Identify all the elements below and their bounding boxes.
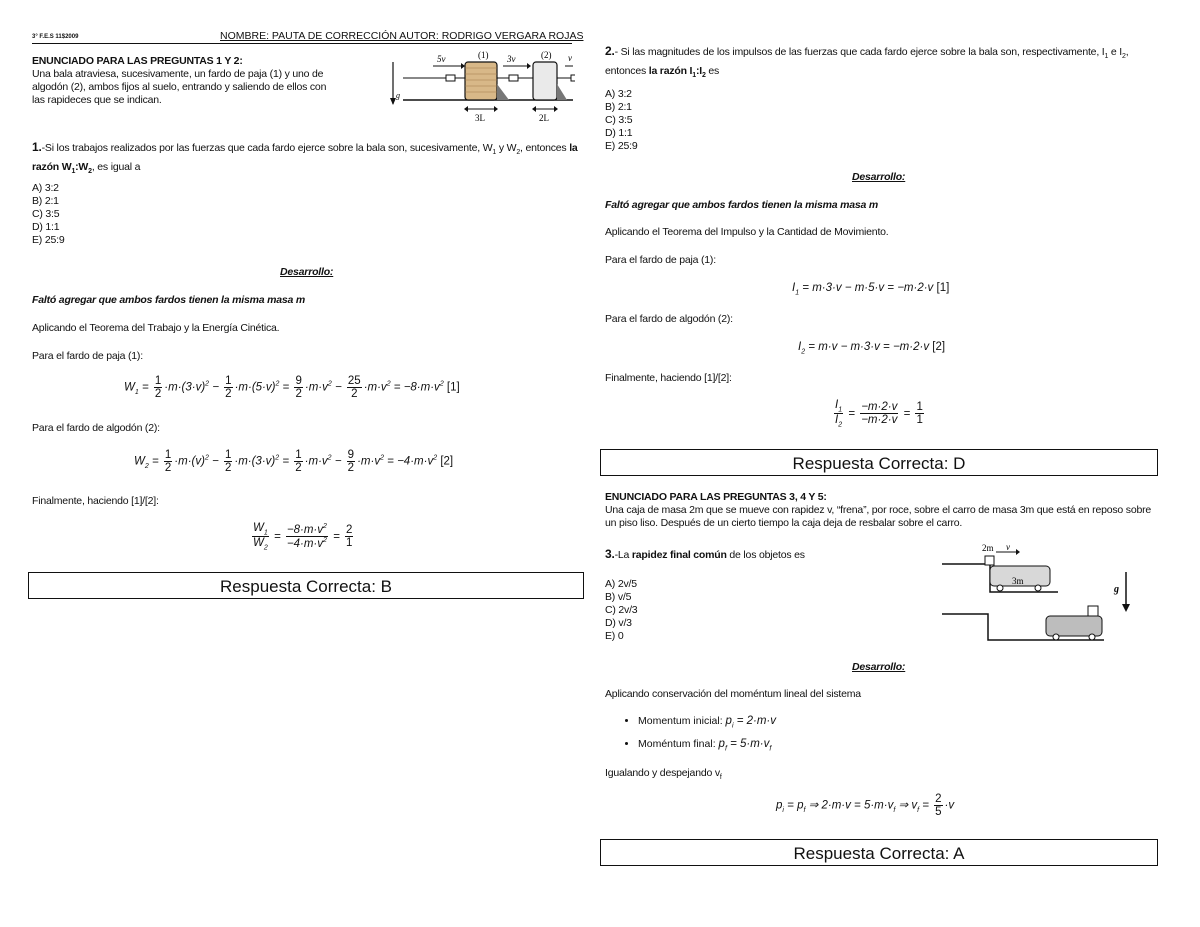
question-1 [32,140,582,179]
method-text-3: Aplicando conservación del moméntum lineal del sistema [605,688,861,700]
v-out-label: v [568,53,572,63]
q1-option-e: E) 25:9 [32,234,65,246]
box-cart-figure [940,540,1140,645]
equation-w1: $W_1$ = $\frac{1}{2}$ $\cdot m\cdot(3\cdot v)^2$ − $\frac{1}{2}$ $\cdot m\cdot(5\cdot v)^2$ = $\frac{9}{2}$ $\cdot m\cdot v^2$ − $\frac{25}{2}$ $\cdot m\cdot v^2 = -8\cdot m\cdot v^2$ [1] [124,375,460,400]
enunciado-text: Una bala atraviesa, sucesivamente, un fardo de paja (1) y uno de algodón (2), ambos fijos al suelo, entrando y saliendo de ellos con las rapideces que se indican. [32,68,327,106]
enunciado-title: ENUNCIADO PARA LAS PREGUNTAS 1 Y 2: [32,55,243,67]
q2-option-a: A) 3:2 [605,88,632,100]
momentum-initial-item: • Momentum inicial: $p_i = 2\cdot m\cdot v$ [638,712,776,735]
q3-text-a: -La [614,549,632,561]
method-text-2: Aplicando el Teorema del Impulso y la Cantidad de Movimiento. [605,226,889,238]
q1-bold-c: 1 [71,168,76,176]
q3-option-c: C) 2v/3 [605,604,638,616]
igualando-text: Igualando y despejando $v_f$ [605,767,722,782]
g-label-1: g [396,91,400,100]
momentum-final-item: • Moméntum final: $p_f = 5\cdot m\cdot v_f$ [638,735,776,758]
course-code: 3° F.E.S 11$2009 [32,34,79,40]
q2-bold-b: :I [695,65,702,78]
q2-option-e: E) 25:9 [605,140,638,152]
q2-text-b: e I [1108,46,1122,58]
q2-bold: la razón I [648,65,693,78]
v-in-label: 5v [437,54,446,64]
q3-option-b: B) v/5 [605,591,632,603]
q2-sub2: 2 [1121,53,1126,61]
q1-option-a: A) 3:2 [32,182,59,194]
q2-option-b: B) 2:1 [605,101,632,113]
q3-bold: rapidez final común [631,549,727,561]
q2-text-c: , entonces [605,46,1129,78]
equation-ratio-w: $\frac{W_1}{W_2}$ = $\frac{-8\cdot m\cdot v^2}{-4\cdot m\cdot v^2}$ = $\frac{2}{1}$ [253,522,353,552]
enunciado-title-2: ENUNCIADO PARA LAS PREGUNTAS 3, 4 Y 5: [605,491,827,503]
q1-number: 1. [32,140,42,154]
momentum-list [622,712,776,759]
enunciado-text-2: Una caja de masa 2m que se mueve con rapidez v, “frena”, por roce, sobre el carro de masa 3m que está en reposo sobre un piso liso. Después de un cierto tiempo la caja deja de resbalar sobre el carro. [605,504,1152,529]
q2-bold-sub1: 1 [692,72,696,80]
q3-option-e: E) 0 [605,630,624,642]
eq-tag-2: [2] [440,455,454,468]
fardo1-label: Para el fardo de paja (1): [32,350,143,362]
equation-i1: $I_1 = m\cdot 3\cdot v - m\cdot 5\cdot v = -m\cdot 2\cdot v$ [1] [792,282,950,297]
answer-box-2: Respuesta Correcta: D [600,449,1158,476]
equation-i2: $I_2 = m\cdot v - m\cdot 3\cdot v = -m\cdot 2\cdot v$ [2] [798,341,946,356]
q2-text-d: es [705,65,720,78]
bullet-bales-figure [385,48,575,124]
question-2 [605,44,1157,83]
bale1-label: (1) [478,50,489,60]
cart-mass-label: 3m [1012,576,1024,586]
q3-option-d: D) v/3 [605,617,632,629]
q1-bold-b: razón W [32,161,72,174]
answer-box-3: Respuesta Correcta: A [600,839,1158,866]
q3-option-a: A) 2v/5 [605,578,637,590]
q2-sub1: 1 [1104,53,1109,61]
header-rule [32,43,572,44]
q1-bold-a: la [569,142,578,154]
q1-bold-d: :W [75,161,89,174]
q2-number: 2. [605,44,615,58]
finalmente-2: Finalmente, haciendo [1]/[2]: [605,372,732,384]
fardo1-label-2: Para el fardo de paja (1): [605,254,716,266]
equation-ratio-i: $\frac{I_1}{I_2}$ = $\frac{-m\cdot 2\cdot v}{-m\cdot 2\cdot v}$ = $\frac{1}{1}$ [835,399,923,429]
q2-options [605,88,637,153]
note-same-mass-2: Faltó agregar que ambos fardos tienen la misma masa m [605,199,878,211]
desarrollo-heading-1: Desarrollo: [280,266,334,278]
eq-tag-i1: [1] [936,282,950,294]
fardo2-label-2: Para el fardo de algodón (2): [605,313,733,325]
q1-text-c: , entonces [520,142,570,154]
g-label-2: g [1114,584,1119,595]
eq-tag-1: [1] [446,381,460,394]
len1-label: 3L [475,113,485,123]
fardo2-label: Para el fardo de algodón (2): [32,422,160,434]
note-same-mass-1: Faltó agregar que ambos fardos tienen la misma masa m [32,294,305,306]
q2-option-d: D) 1:1 [605,127,633,139]
finalmente-1: Finalmente, haciendo [1]/[2]: [32,495,159,507]
q1-text-a: -Si los trabajos realizados por las fuerzas que cada fardo ejerce sobre la bala son, sucesivamente, W [41,142,493,154]
equation-w2: $W_2$ = $\frac{1}{2}$ $\cdot m\cdot(v)^2$ − $\frac{1}{2}$ $\cdot m\cdot(3\cdot v)^2$ = $\frac{1}{2}$ $\cdot m\cdot v^2$ − $\frac{9}{2}$ $\cdot m\cdot v^2 = -4\cdot m\cdot v^2$ [2] [134,449,454,474]
q1-option-b: B) 2:1 [32,195,59,207]
desarrollo-heading-2: Desarrollo: [852,171,906,183]
q1-options [32,182,64,247]
q2-bold-sub2: 2 [701,72,706,80]
q3-options [605,578,637,643]
v-mid-label: 3v [507,54,516,64]
answer-box-1: Respuesta Correcta: B [28,572,584,599]
page-header-title: NOMBRE: PAUTA DE CORRECCIÓN AUTOR: RODRIGO VERGARA ROJAS [220,30,584,42]
q1-option-c: C) 3:5 [32,208,60,220]
method-text-1: Aplicando el Teorema del Trabajo y la Energía Cinética. [32,322,280,334]
q1-text-b: y W [496,142,517,154]
eq-tag-i2: [2] [932,341,946,353]
question-3 [605,548,805,562]
equation-vf: $p_i = p_f$ ⇒ $2\cdot m\cdot v = 5\cdot m\cdot v_f$ ⇒ $v_f$ = $\frac{2}{5}$ ·v [776,793,955,818]
bale2-label: (2) [541,50,552,60]
desarrollo-heading-3: Desarrollo: [852,661,906,673]
len2-label: 2L [539,113,549,123]
q2-text: - Si las magnitudes de los impulsos de las fuerzas que cada fardo ejerce sobre la bala son, respectivamente, I [614,46,1105,58]
q1-option-d: D) 1:1 [32,221,60,233]
q1-sub2: 2 [516,149,521,157]
q3-number: 3. [605,547,615,561]
q1-text-d: , es igual a [91,161,141,174]
q3-text-b: de los objetos es [726,549,805,561]
box-v-label: v [1006,542,1010,552]
q2-option-c: C) 3:5 [605,114,633,126]
box-mass-label: 2m [982,543,994,553]
q1-sub1: 1 [492,149,497,157]
q1-bold-e: 2 [88,168,92,176]
